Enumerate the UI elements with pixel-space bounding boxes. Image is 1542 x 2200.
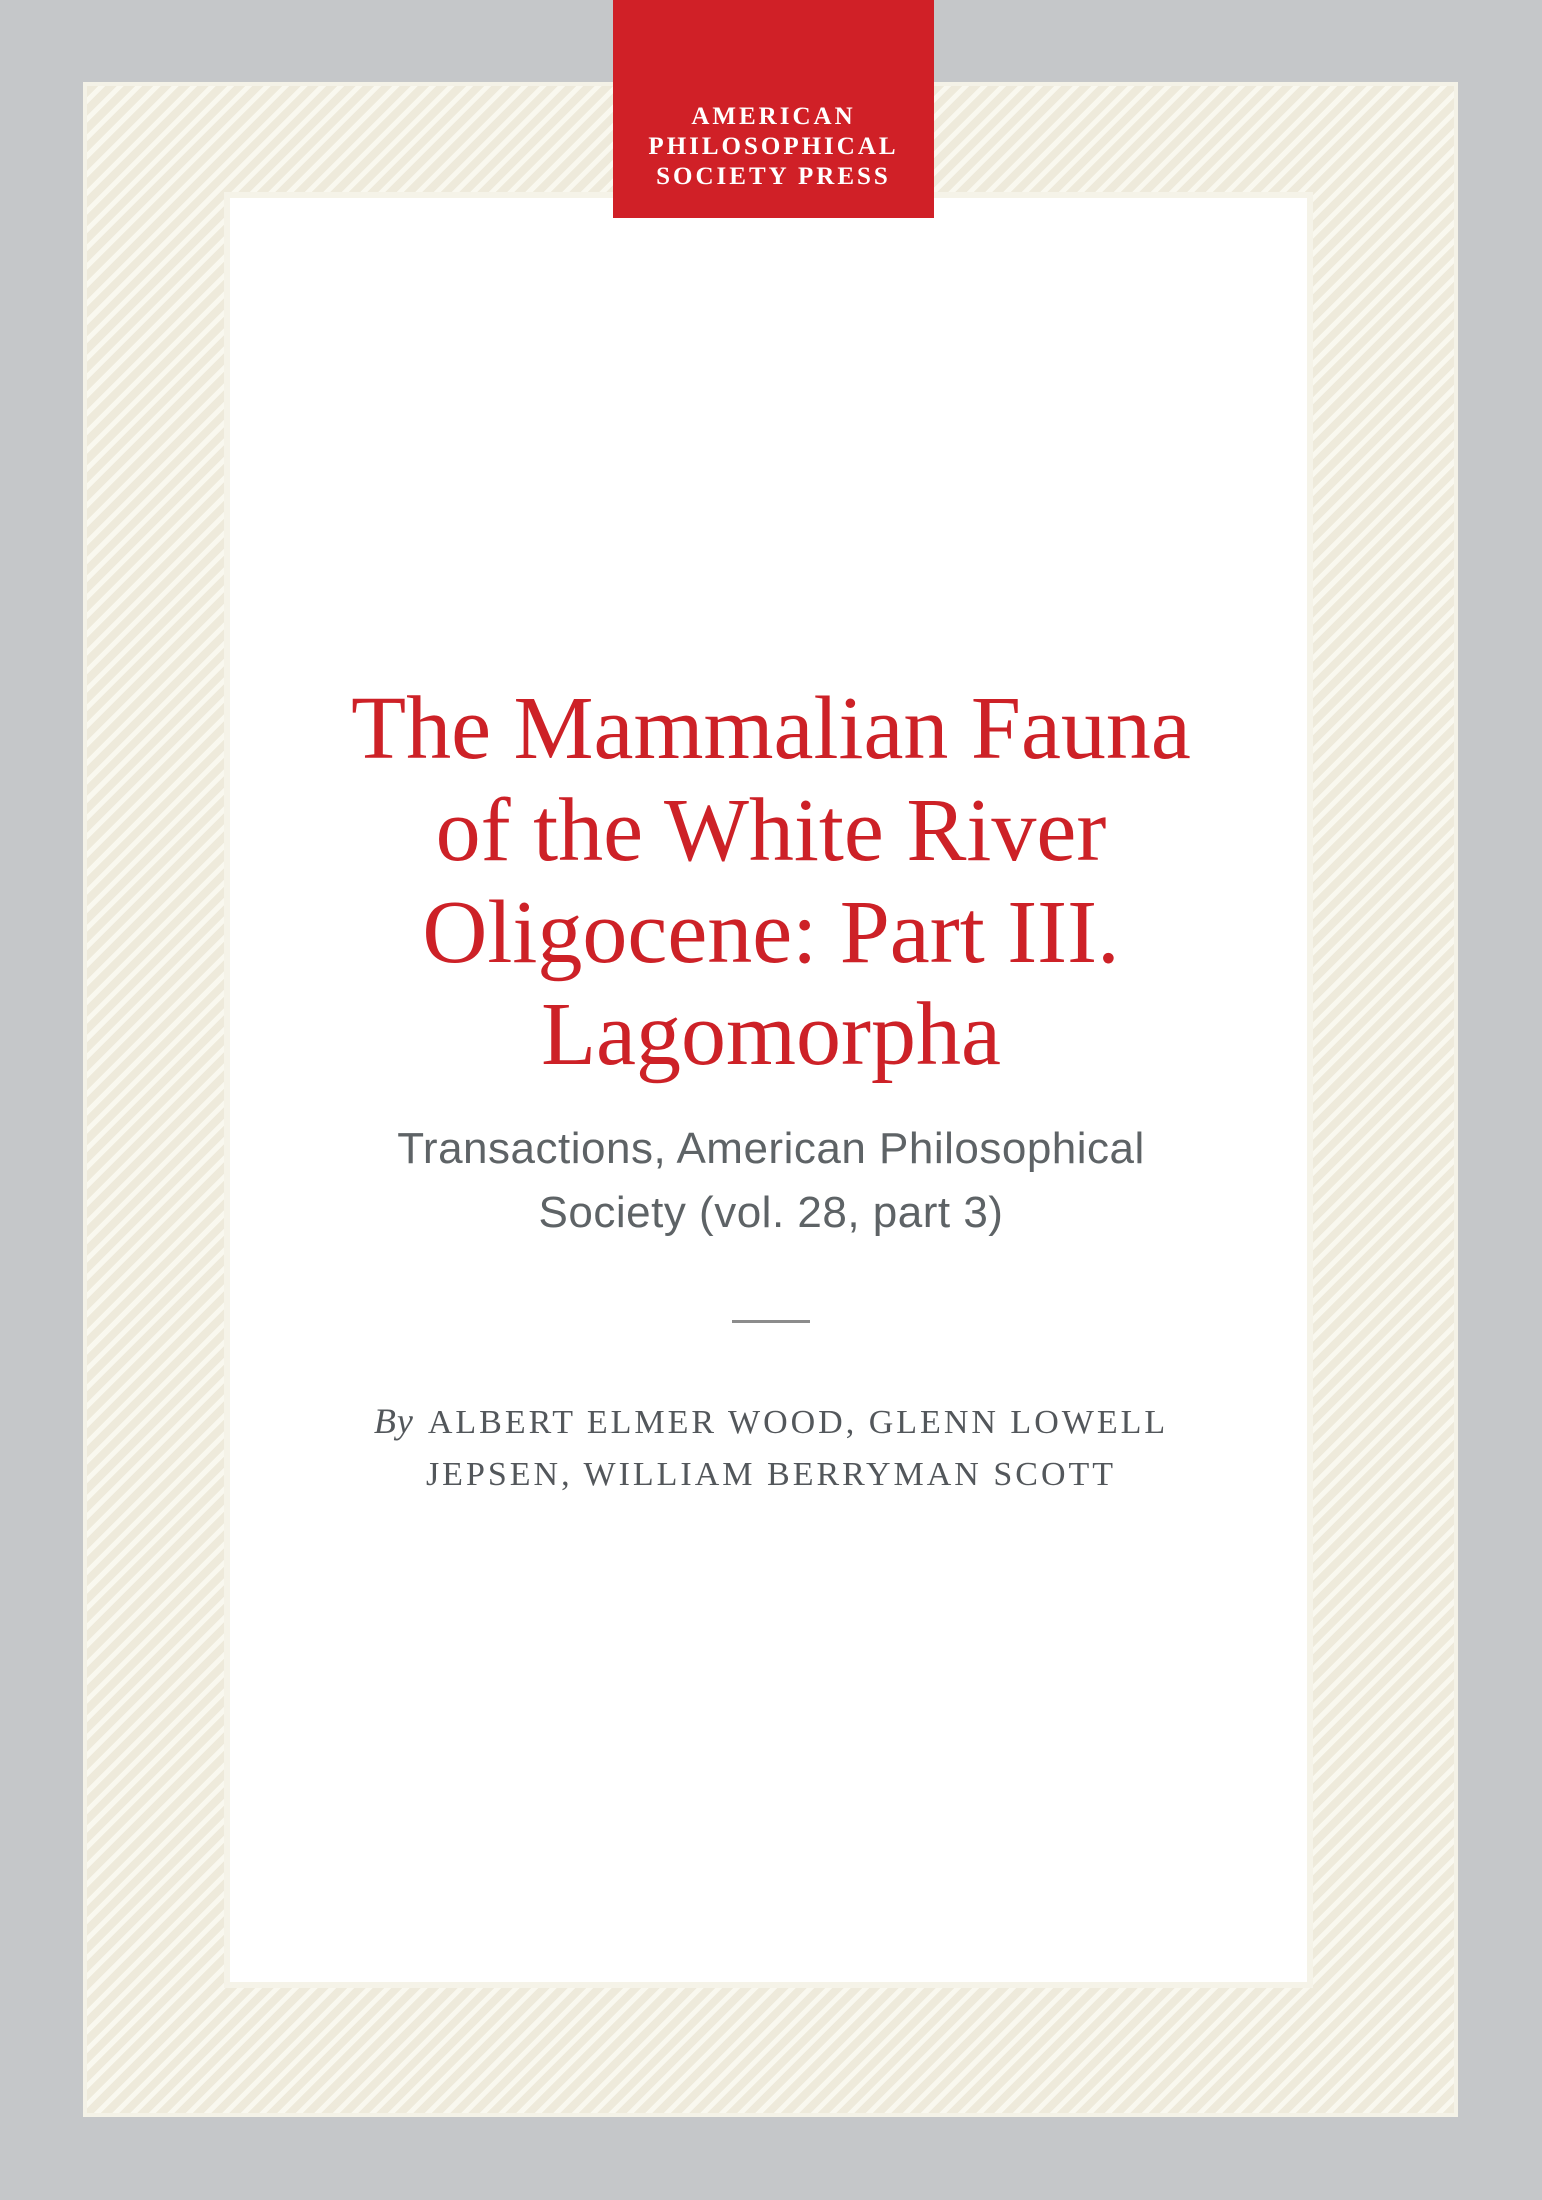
- publisher-banner-line: AMERICAN: [691, 103, 856, 130]
- divider-rule: [732, 1320, 810, 1323]
- white-panel: [230, 198, 1307, 1982]
- publisher-banner: [613, 0, 934, 218]
- book-subtitle-line: Society (vol. 28, part 3): [538, 1188, 1004, 1237]
- book-title-line: of the White River: [435, 781, 1107, 880]
- book-title-line: The Mammalian Fauna: [351, 679, 1191, 778]
- book-title-line: Lagomorpha: [541, 985, 1001, 1084]
- byline-authors-part1: ALBERT ELMER WOOD, GLENN LOWELL: [427, 1404, 1169, 1441]
- byline-by-prefix: By: [373, 1401, 414, 1441]
- byline-authors-part2: JEPSEN, WILLIAM BERRYMAN SCOTT: [425, 1456, 1117, 1493]
- book-subtitle: [231, 1117, 1311, 1245]
- book-title-line: Oligocene: Part III.: [422, 883, 1120, 982]
- publisher-banner-line: PHILOSOPHICAL: [648, 133, 899, 160]
- byline-line: [231, 1395, 1311, 1449]
- book-title: [231, 678, 1311, 1086]
- book-subtitle-line: Transactions, American Philosophical: [397, 1124, 1145, 1173]
- publisher-banner-line: SOCIETY PRESS: [656, 163, 891, 190]
- byline: [231, 1395, 1311, 1501]
